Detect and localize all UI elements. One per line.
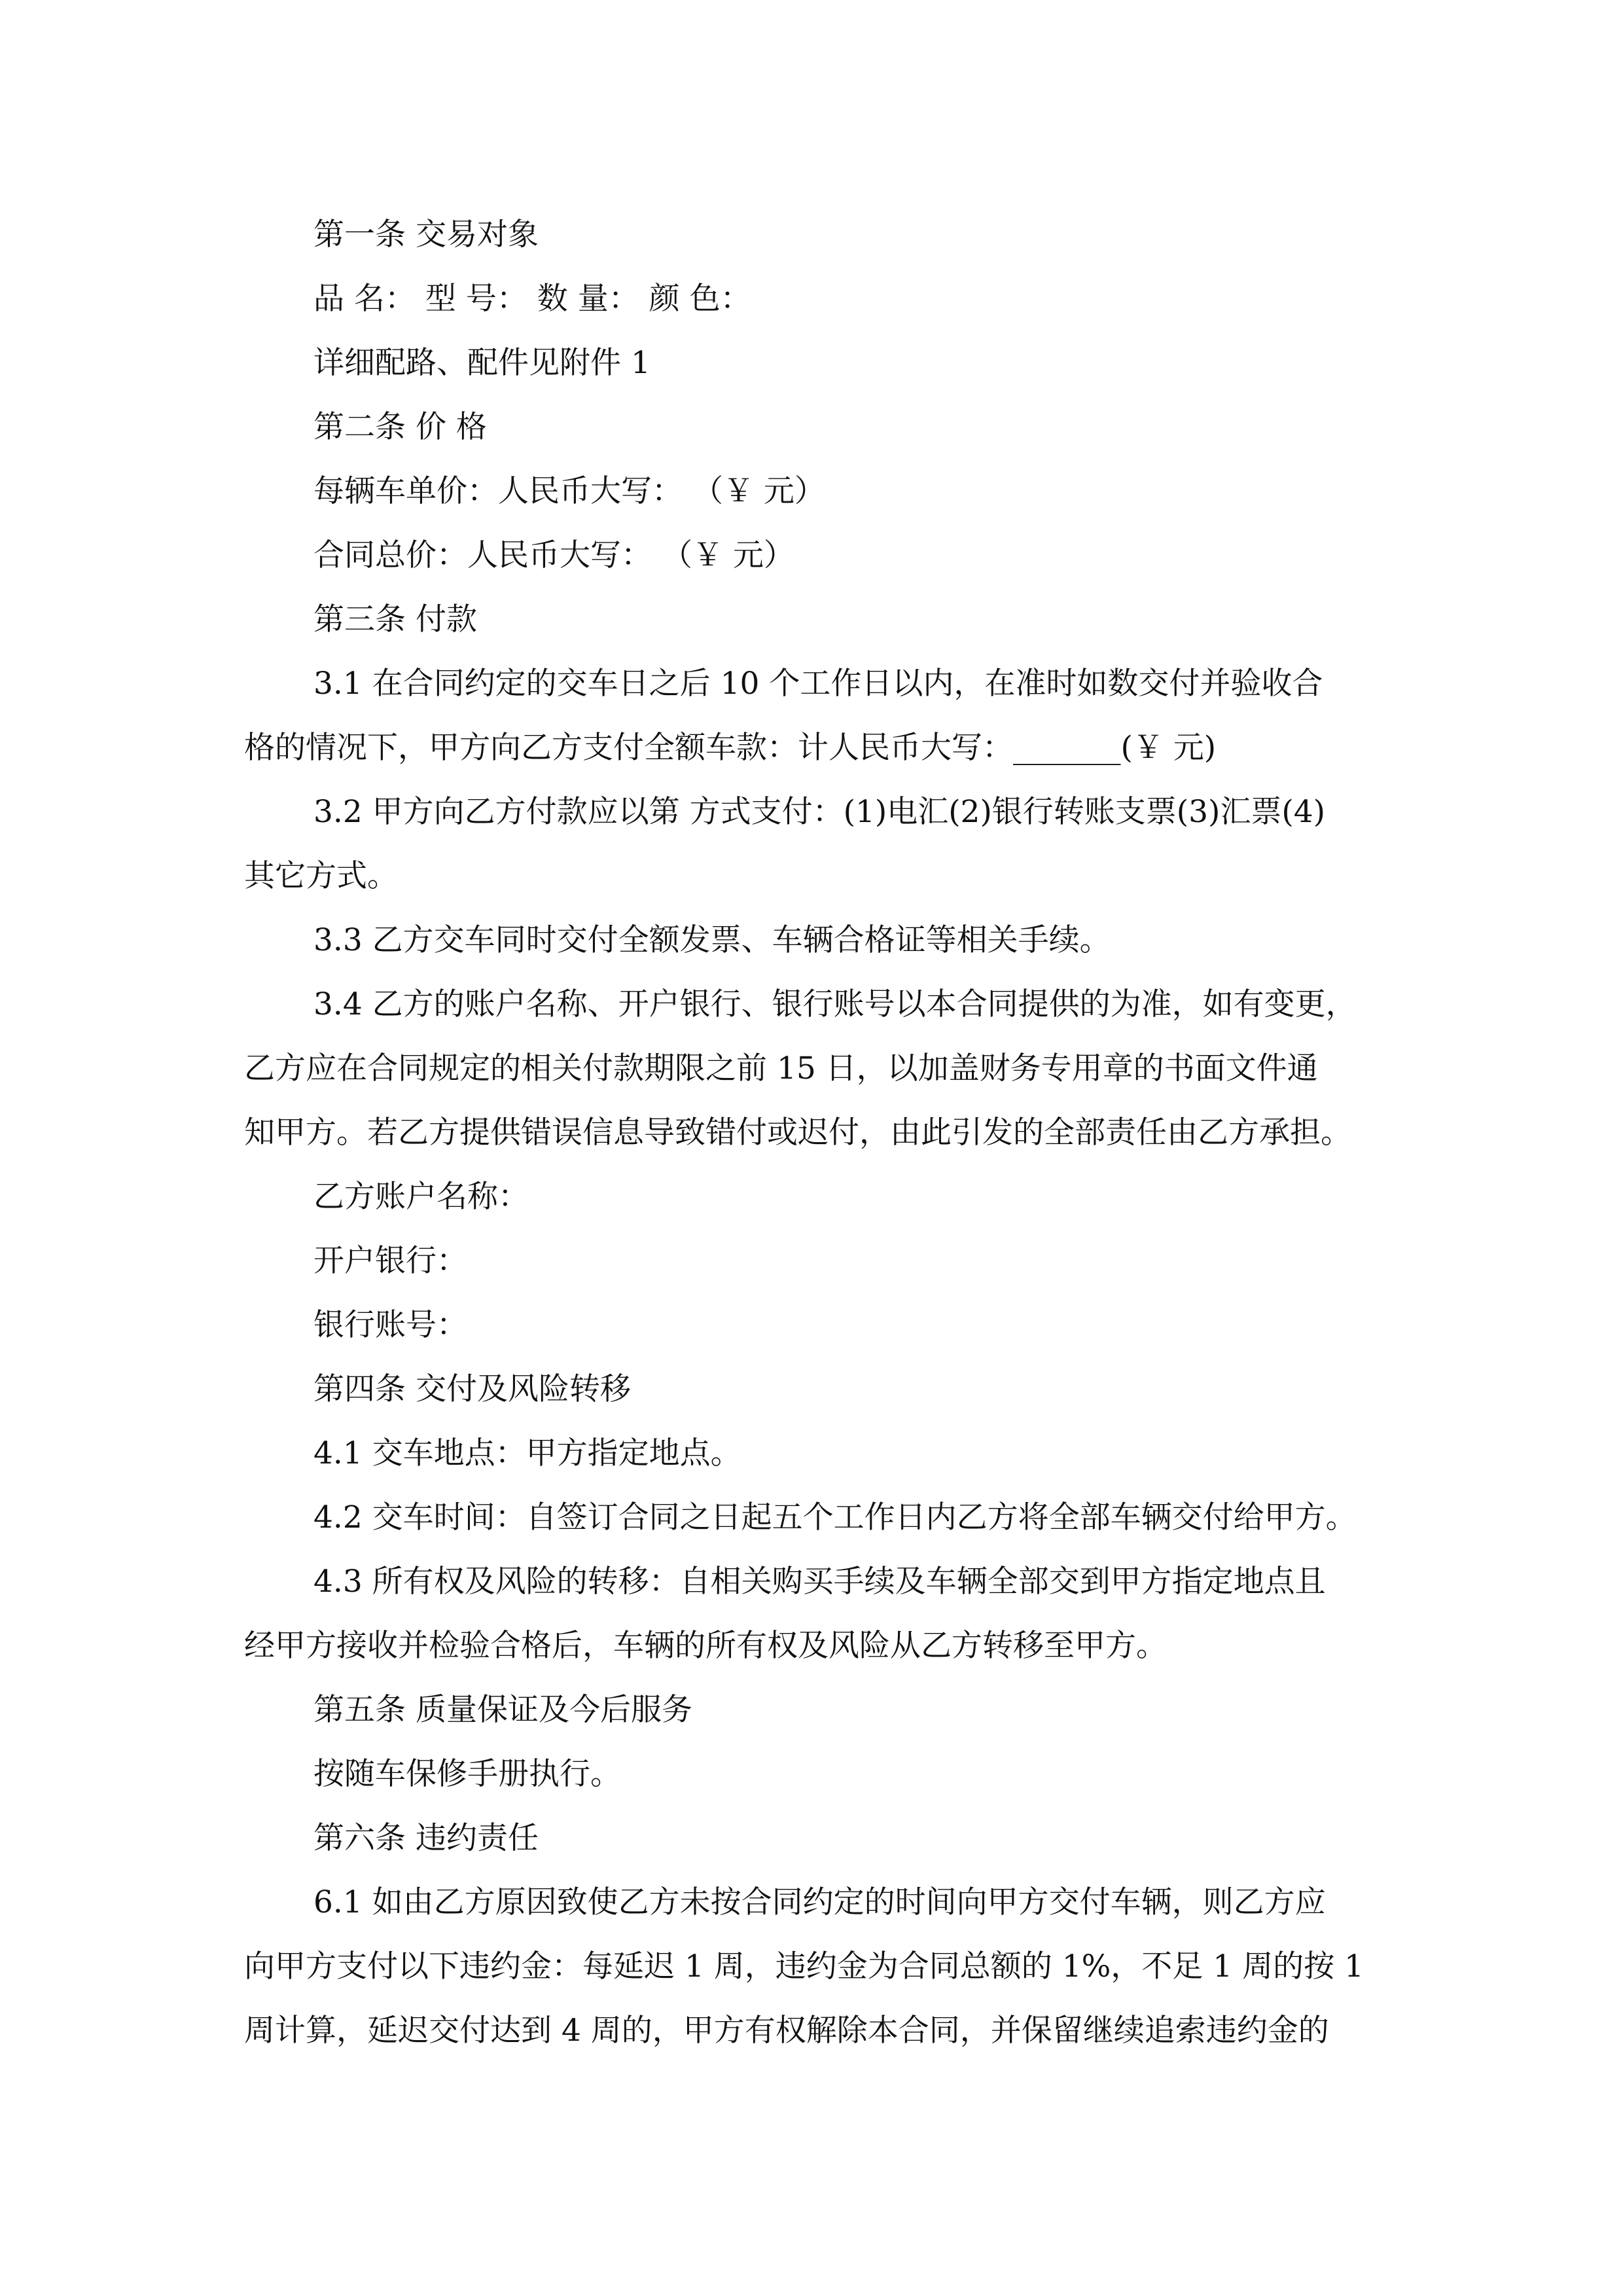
clause-3-4-line-1: 3.4 乙方的账户名称、开户银行、银行账号以本合同提供的为准，如有变更， [313,986,1357,1022]
article-6-heading: 第六条 违约责任 [313,1820,539,1856]
article-3-heading: 第三条 付款 [313,601,477,637]
clause-3-1-line-2: 格的情况下，甲方向乙方支付全额车款：计人民币大写：_______(￥ 元) [244,730,1217,766]
clause-6-1-line-2: 向甲方支付以下违约金：每延迟 1 周，违约金为合同总额的 1%，不足 1 周的按 1 [244,1948,1364,1984]
account-number-field: 银行账号： [313,1307,467,1343]
bank-name-field: 开户银行： [313,1243,467,1279]
attachment-note: 详细配路、配件见附件 1 [313,345,651,381]
clause-3-2-line-1: 3.2 甲方向乙方付款应以第 方式支付：(1)电汇(2)银行转账支票(3)汇票(4) [313,794,1325,830]
clause-4-2: 4.2 交车时间：自签订合同之日起五个工作日内乙方将全部车辆交付给甲方。 [313,1499,1357,1535]
unit-price-line: 每辆车单价：人民币大写： （￥ 元） [313,473,825,509]
article-5-heading: 第五条 质量保证及今后服务 [313,1692,692,1728]
clause-3-4-line-3: 知甲方。若乙方提供错误信息导致错付或迟付，由此引发的全部责任由乙方承担。 [244,1115,1351,1151]
clause-6-1-line-3: 周计算，延迟交付达到 4 周的，甲方有权解除本合同，并保留继续追索违约金的 [244,2013,1329,2049]
contract-body [244,203,1383,2063]
warranty-note: 按随车保修手册执行。 [313,1756,621,1792]
clause-3-1-line-1: 3.1 在合同约定的交车日之后 10 个工作日以内，在准时如数交付并验收合 [313,666,1323,702]
account-name-field: 乙方账户名称： [313,1179,529,1215]
clause-4-3-line-1: 4.3 所有权及风险的转移：自相关购买手续及车辆全部交到甲方指定地点且 [313,1564,1326,1600]
clause-6-1-line-1: 6.1 如由乙方原因致使乙方未按合同约定的时间向甲方交付车辆，则乙方应 [313,1884,1326,1920]
clause-3-4-line-2: 乙方应在合同规定的相关付款期限之前 15 日，以加盖财务专用章的书面文件通 [244,1050,1318,1086]
article-2-heading: 第二条 价 格 [313,409,487,445]
clause-4-1: 4.1 交车地点：甲方指定地点。 [313,1435,741,1471]
product-fields-line: 品 名： 型 号： 数 量： 颜 色： [313,281,751,317]
article-1-heading: 第一条 交易对象 [313,217,539,253]
total-price-line: 合同总价：人民币大写： （￥ 元） [313,537,794,573]
clause-3-3: 3.3 乙方交车同时交付全额发票、车辆合格证等相关手续。 [313,922,1111,958]
article-4-heading: 第四条 交付及风险转移 [313,1371,631,1407]
clause-4-3-line-2: 经甲方接收并检验合格后，车辆的所有权及风险从乙方转移至甲方。 [244,1628,1167,1664]
clause-3-2-line-2: 其它方式。 [244,858,398,894]
